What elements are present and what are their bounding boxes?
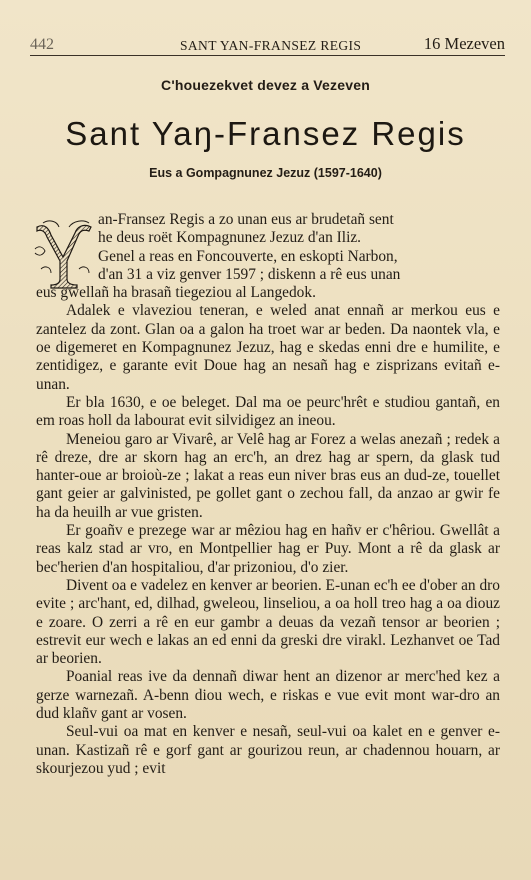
text-line: he deus roët Kompagnunez Jezuz d'an Iliz. bbox=[98, 229, 362, 247]
paragraph: Er goañv e prezege war ar mêziou hag en hañv er c'hêriou. Gwellât a reas kalz stad ar vro, en Montpellier hag er Puy. Mont a rê da glask ar bec'herien d'an hospitaliou, d'ar prizoniou, d'o zier. bbox=[36, 522, 500, 576]
header-rule bbox=[30, 55, 505, 56]
paragraph: Er bla 1630, e oe beleget. Dal ma oe peurc'hrêt e studiou gantañ, en em roas holl da labourat evit silvidigez an ineou. bbox=[36, 393, 500, 430]
text-line: an-Fransez Regis a zo unan eus ar brudetañ sent bbox=[98, 211, 394, 228]
text-line: d'an 31 a viz genver 1597 ; diskenn a rê eus unan bbox=[98, 265, 401, 283]
section-heading: C'houezekvet devez a Vezeven bbox=[161, 77, 370, 93]
paragraph: Meneiou garo ar Vivarê, ar Velê hag ar Forez a welas anezañ ; redek a rê dreze, dre ar skorn hag an erc'h, an drez hag ar spern, da glask tud hanter-oue ar broioù-ze ; lakat a reas eun niver bras eus an dud-ze, touellet gant geier ar galvinisted, pe gollet gant o zechou fall, da anzao ar gwir fe ha da heuilh ar vue gristen. bbox=[36, 430, 500, 521]
text-line: eus gwellañ ha brasañ tiegeziou al Langedok. bbox=[36, 284, 316, 302]
paragraph: Divent oa e vadelez en kenver ar beorien. E-unan ec'h ee d'ober an dro evite ; arc'hant, ed, dilhad, gweleou, linseliou, a oa holl treo hag a oa diouz e zoare. O zerri a rê en eur gambr a deuas da vezañ tensor ar beorien ; estrevit eur wech e lakas an ed enni da greski dre virakl. Lezhanvet oe Tad ar beorien. bbox=[36, 576, 500, 668]
paragraph: Seul-vui oa mat en kenver e nesañ, seul-vui oa kalet en e genver e-unan. Kastizañ rê e gorf gant ar gourizou reun, ar chadennou houarn, ar skourjezou yud ; evit bbox=[36, 723, 500, 777]
header-date: 16 Mezeven bbox=[423, 34, 505, 53]
page-header bbox=[30, 36, 505, 56]
article-body bbox=[36, 211, 500, 778]
running-title: SANT YAN-FRANSEZ REGIS bbox=[180, 38, 362, 53]
paragraph: Poanial reas ive da dennañ diwar hent an dizenor ar merc'hed kez a gerze warnezañ. A-benn diou wech, e riskas e vue evit mont war-dro an dud klañv gant ar vosen. bbox=[36, 668, 500, 723]
text-line: Genel a reas en Foncouverte, en eskopti Narbon, bbox=[98, 247, 398, 265]
page-number: 442 bbox=[30, 36, 54, 53]
paragraph bbox=[36, 211, 500, 302]
saint-title: Sant Yaŋ-Fransez Regis bbox=[65, 115, 466, 152]
saint-subtitle: Eus a Gompagnunez Jezuz (1597-1640) bbox=[149, 166, 382, 180]
paragraph: Adalek e vlaveziou teneran, e weled anat ennañ ar merkou eus e zantelez da zont. Glan oa a galon ha troet war ar beden. Da naontek vla, e oe digemeret en Kompagnunez Jezuz, hag e skedas enni dre e humilite, e zentidigez, e garante evit Doue hag an nesañ hag e zisprizans evitañ e-unan. bbox=[36, 302, 500, 393]
